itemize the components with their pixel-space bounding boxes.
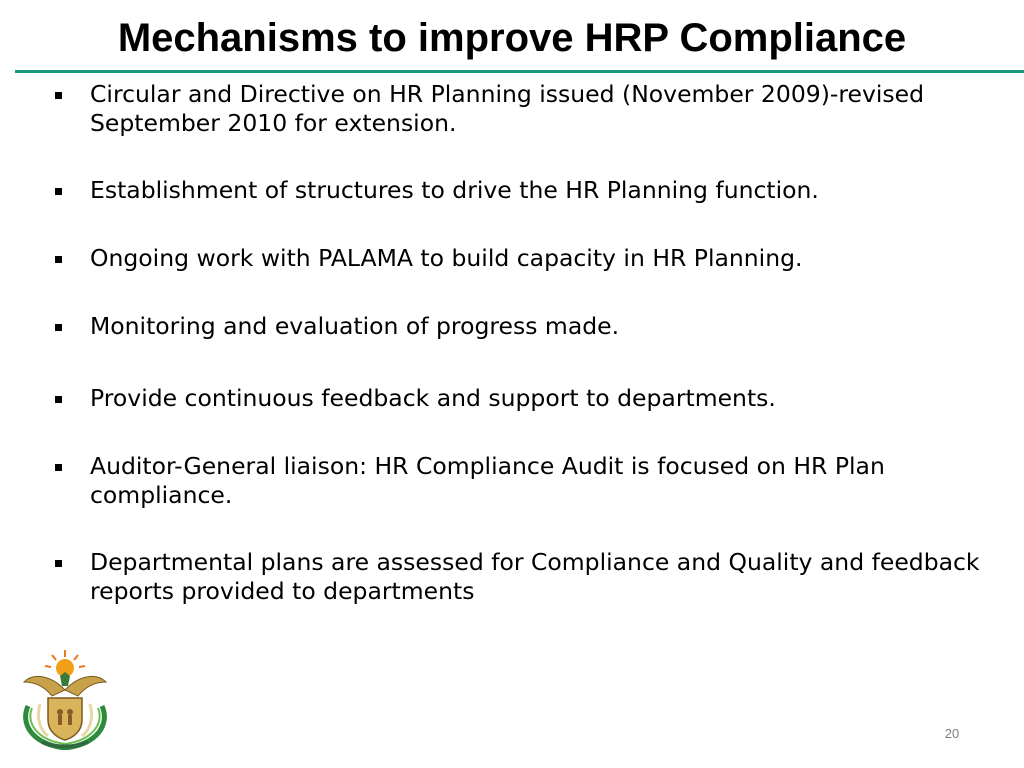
bullet-square-icon bbox=[55, 256, 62, 263]
page-number: 20 bbox=[944, 726, 960, 741]
bullet-square-icon bbox=[55, 396, 62, 403]
bullet-square-icon bbox=[55, 464, 62, 471]
bullet-text: Departmental plans are assessed for Compliance and Quality and feedback reports provided to departments bbox=[90, 548, 980, 605]
title-divider bbox=[15, 70, 1024, 73]
bullet-text: Monitoring and evaluation of progress made. bbox=[90, 312, 620, 340]
coat-of-arms-icon bbox=[18, 646, 112, 750]
bullet-text: Establishment of structures to drive the HR Planning function. bbox=[90, 176, 819, 204]
bullet-text: Ongoing work with PALAMA to build capacity in HR Planning. bbox=[90, 244, 803, 272]
bullet-square-icon bbox=[55, 92, 62, 99]
bullet-text: Auditor-General liaison: HR Compliance Audit is focused on HR Plan compliance. bbox=[90, 452, 885, 509]
bullet-text: Circular and Directive on HR Planning issued (November 2009)-revised September 2010 for extension. bbox=[90, 80, 925, 137]
slide-title: Mechanisms to improve HRP Compliance bbox=[117, 16, 907, 60]
bullet-square-icon bbox=[55, 188, 62, 195]
bullet-square-icon bbox=[55, 560, 62, 567]
bullet-square-icon bbox=[55, 324, 62, 331]
bullet-text: Provide continuous feedback and support to departments. bbox=[90, 384, 776, 412]
